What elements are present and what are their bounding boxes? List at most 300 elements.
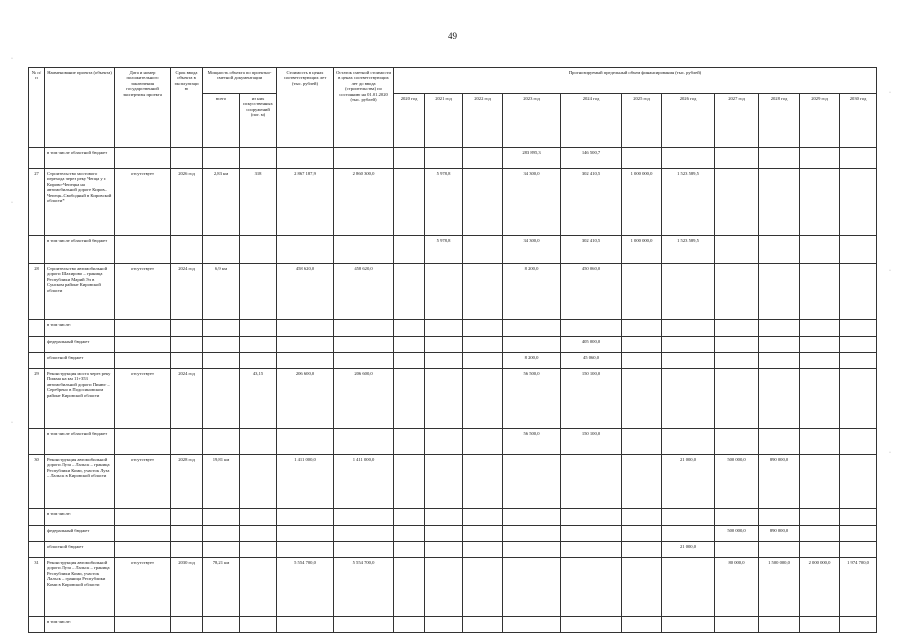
remaining-value: 206 600,0 [334, 369, 394, 429]
financing-table [28, 67, 877, 633]
year-2027-value [715, 353, 759, 369]
year-2027-value [715, 542, 759, 558]
capacity-structures: 318 [240, 169, 277, 236]
commission-term: 2026 год [171, 169, 203, 236]
year-2022-value [463, 148, 503, 169]
year-2023-value [503, 455, 561, 509]
year-2028-value [759, 169, 800, 236]
year-2025-value: 1 000 000,0 [622, 169, 662, 236]
header-forecast: Прогнозируемый предельный объем финансирования (тыс. рублей) [394, 68, 877, 94]
year-2030-value [840, 509, 877, 526]
remaining-value: 458 620,0 [334, 264, 394, 320]
table-row [29, 148, 877, 169]
cost-value [277, 148, 334, 169]
project-name: областной бюджет [45, 542, 115, 558]
year-2029-value [800, 320, 840, 337]
year-2020-value [394, 558, 425, 617]
table-row [29, 264, 877, 320]
commission-term [171, 617, 203, 633]
project-name: в том числе: [45, 509, 115, 526]
year-2022-value [463, 169, 503, 236]
page-number: 49 [448, 31, 457, 41]
header-year: 2027 год [715, 94, 759, 148]
expertise-date [115, 617, 171, 633]
expertise-date: отсутствует [115, 264, 171, 320]
cost-value: 206 600,0 [277, 369, 334, 429]
cost-value [277, 337, 334, 353]
header-year: 2020 год [394, 94, 425, 148]
capacity-structures [240, 353, 277, 369]
commission-term: 2030 год [171, 558, 203, 617]
year-2027-value [715, 264, 759, 320]
capacity-structures [240, 509, 277, 526]
year-2030-value [840, 169, 877, 236]
remaining-value [334, 148, 394, 169]
year-2023-value [503, 337, 561, 353]
year-2028-value [759, 542, 800, 558]
year-2025-value [622, 429, 662, 455]
year-2030-value [840, 369, 877, 429]
year-2022-value [463, 236, 503, 264]
year-2029-value [800, 236, 840, 264]
header-cap-art: из них искусственных сооружений (пог. м) [240, 94, 277, 148]
capacity-total [203, 617, 240, 633]
year-2027-value [715, 509, 759, 526]
project-name: федеральный бюджет [45, 337, 115, 353]
year-2022-value [463, 320, 503, 337]
year-2030-value [840, 264, 877, 320]
year-2021-value [425, 558, 463, 617]
table-row [29, 542, 877, 558]
year-2026-value [662, 337, 715, 353]
year-2030-value [840, 236, 877, 264]
year-2027-value [715, 169, 759, 236]
margin-mark: · [11, 200, 13, 206]
cost-value [277, 542, 334, 558]
project-name: Реконструкция автомобильной дороги Луза – Лальск – граница Республики Коми, участок Лальск – граница Республики Коми в Кировской области [45, 558, 115, 617]
year-2020-value [394, 429, 425, 455]
year-2028-value [759, 320, 800, 337]
header-num: № п/п [29, 68, 45, 148]
row-number [29, 542, 45, 558]
year-2023-value: 34 300,0 [503, 236, 561, 264]
margin-mark: · [11, 56, 13, 62]
year-2021-value [425, 148, 463, 169]
year-2022-value [463, 353, 503, 369]
year-2030-value: 1 974 700,0 [840, 558, 877, 617]
year-2026-value: 1 523 589,5 [662, 236, 715, 264]
table-row [29, 617, 877, 633]
year-2021-value [425, 337, 463, 353]
year-2021-value [425, 429, 463, 455]
year-2026-value: 21 000,0 [662, 542, 715, 558]
header-cap-total: всего [203, 94, 240, 148]
year-2020-value [394, 526, 425, 542]
expertise-date: отсутствует [115, 169, 171, 236]
expertise-date: отсутствует [115, 558, 171, 617]
year-2025-value [622, 617, 662, 633]
year-2021-value [425, 353, 463, 369]
capacity-total: 78,21 км [203, 558, 240, 617]
year-2024-value [561, 526, 622, 542]
year-2026-value [662, 526, 715, 542]
remaining-value: 1 411 000,0 [334, 455, 394, 509]
table-row [29, 558, 877, 617]
year-2022-value [463, 369, 503, 429]
year-2023-value: 56 500,0 [503, 429, 561, 455]
year-2024-value: 405 000,0 [561, 337, 622, 353]
header-year: 2029 год [800, 94, 840, 148]
year-2020-value [394, 542, 425, 558]
expertise-date: отсутствует [115, 455, 171, 509]
table-row [29, 320, 877, 337]
year-2028-value [759, 429, 800, 455]
project-name: областной бюджет [45, 353, 115, 369]
year-2029-value [800, 264, 840, 320]
year-2022-value [463, 429, 503, 455]
year-2023-value: 283 895,3 [503, 148, 561, 169]
capacity-total [203, 148, 240, 169]
capacity-total [203, 320, 240, 337]
year-2021-value [425, 264, 463, 320]
commission-term: 2024 год [171, 264, 203, 320]
header-date: Дата и номер положительного заключения государственной экспертизы проекта [115, 68, 171, 148]
capacity-total [203, 353, 240, 369]
year-2020-value [394, 617, 425, 633]
year-2023-value: 8 200,0 [503, 353, 561, 369]
row-number: 30 [29, 455, 45, 509]
year-2027-value [715, 320, 759, 337]
project-name: Строительство автомобильной дороги Шахирово – граница Республики Марий Эл в Сунском районе Кировской области [45, 264, 115, 320]
year-2030-value [840, 353, 877, 369]
year-2021-value [425, 455, 463, 509]
cost-value: 2 867 187,9 [277, 169, 334, 236]
year-2028-value [759, 353, 800, 369]
project-name: Реконструкция автомобильной дороги Луза – Лальск – граница Республики Коми, участок Луза – Лальск в Кировской области [45, 455, 115, 509]
year-2022-value [463, 455, 503, 509]
year-2022-value [463, 558, 503, 617]
commission-term [171, 236, 203, 264]
year-2020-value [394, 148, 425, 169]
header-year: 2022 год [463, 94, 503, 148]
capacity-structures [240, 455, 277, 509]
capacity-total [203, 429, 240, 455]
row-number [29, 320, 45, 337]
year-2030-value [840, 148, 877, 169]
year-2029-value [800, 509, 840, 526]
cost-value: 5 554 700,0 [277, 558, 334, 617]
year-2023-value [503, 509, 561, 526]
year-2025-value [622, 264, 662, 320]
year-2028-value [759, 236, 800, 264]
year-2023-value [503, 526, 561, 542]
commission-term [171, 509, 203, 526]
commission-term: 2024 год [171, 369, 203, 429]
capacity-structures [240, 617, 277, 633]
capacity-structures [240, 337, 277, 353]
year-2028-value [759, 617, 800, 633]
year-2023-value [503, 617, 561, 633]
year-2022-value [463, 542, 503, 558]
year-2028-value [759, 148, 800, 169]
project-name: федеральный бюджет [45, 526, 115, 542]
year-2020-value [394, 264, 425, 320]
cost-value [277, 236, 334, 264]
year-2021-value: 5 978,8 [425, 236, 463, 264]
table-row [29, 526, 877, 542]
capacity-structures [240, 148, 277, 169]
year-2027-value [715, 369, 759, 429]
year-2027-value: 500 000,0 [715, 526, 759, 542]
commission-term [171, 526, 203, 542]
year-2027-value [715, 337, 759, 353]
expertise-date [115, 542, 171, 558]
expertise-date [115, 236, 171, 264]
commission-term [171, 542, 203, 558]
year-2030-value [840, 617, 877, 633]
year-2027-value: 80 000,0 [715, 558, 759, 617]
capacity-total [203, 236, 240, 264]
table-row [29, 509, 877, 526]
year-2022-value [463, 617, 503, 633]
cost-value: 458 620,0 [277, 264, 334, 320]
commission-term [171, 337, 203, 353]
year-2030-value [840, 526, 877, 542]
year-2026-value [662, 429, 715, 455]
row-number [29, 353, 45, 369]
year-2025-value [622, 542, 662, 558]
cost-value [277, 320, 334, 337]
year-2028-value: 890 000,0 [759, 526, 800, 542]
year-2024-value: 150 100,0 [561, 369, 622, 429]
header-year: 2023 год [503, 94, 561, 148]
year-2029-value [800, 542, 840, 558]
table-row [29, 353, 877, 369]
table-row [29, 337, 877, 353]
remaining-value [334, 509, 394, 526]
year-2026-value [662, 148, 715, 169]
year-2026-value [662, 617, 715, 633]
year-2024-value [561, 455, 622, 509]
year-2029-value [800, 455, 840, 509]
year-2024-value: 45 060,0 [561, 353, 622, 369]
project-name: в том числе областной бюджет [45, 236, 115, 264]
project-name: в том числе областной бюджет [45, 148, 115, 169]
year-2024-value: 450 060,0 [561, 264, 622, 320]
row-number [29, 236, 45, 264]
expertise-date [115, 148, 171, 169]
year-2029-value [800, 353, 840, 369]
year-2030-value [840, 429, 877, 455]
header-year: 2028 год [759, 94, 800, 148]
year-2020-value [394, 455, 425, 509]
expertise-date: отсутствует [115, 369, 171, 429]
year-2020-value [394, 353, 425, 369]
year-2020-value [394, 320, 425, 337]
header-capacity: Мощность объекта по проектно-сметной документации [203, 68, 277, 94]
year-2020-value [394, 236, 425, 264]
year-2027-value: 500 000,0 [715, 455, 759, 509]
row-number [29, 337, 45, 353]
margin-mark: · [889, 450, 891, 456]
expertise-date [115, 526, 171, 542]
project-name: в том числе: [45, 320, 115, 337]
capacity-structures [240, 558, 277, 617]
year-2020-value [394, 509, 425, 526]
year-2021-value [425, 617, 463, 633]
table-row [29, 369, 877, 429]
year-2025-value [622, 148, 662, 169]
row-number [29, 617, 45, 633]
commission-term: 2028 год [171, 455, 203, 509]
year-2028-value: 1 500 000,0 [759, 558, 800, 617]
capacity-total: 6,9 км [203, 264, 240, 320]
year-2027-value [715, 236, 759, 264]
expertise-date [115, 320, 171, 337]
capacity-structures [240, 429, 277, 455]
capacity-total [203, 526, 240, 542]
year-2025-value [622, 526, 662, 542]
remaining-value [334, 526, 394, 542]
margin-mark: · [889, 90, 891, 96]
header-year: 2024 год [561, 94, 622, 148]
year-2028-value: 890 000,0 [759, 455, 800, 509]
capacity-total [203, 509, 240, 526]
year-2024-value: 146 500,7 [561, 148, 622, 169]
year-2028-value [759, 337, 800, 353]
cost-value [277, 353, 334, 369]
cost-value: 1 411 000,0 [277, 455, 334, 509]
capacity-total [203, 337, 240, 353]
capacity-total: 2,83 км [203, 169, 240, 236]
year-2024-value: 302 410,5 [561, 169, 622, 236]
year-2023-value [503, 542, 561, 558]
year-2025-value [622, 337, 662, 353]
year-2020-value [394, 369, 425, 429]
year-2020-value [394, 169, 425, 236]
year-2028-value [759, 369, 800, 429]
year-2030-value [840, 320, 877, 337]
table-row [29, 236, 877, 264]
row-number [29, 526, 45, 542]
remaining-value [334, 542, 394, 558]
year-2029-value [800, 526, 840, 542]
remaining-value [334, 617, 394, 633]
row-number: 31 [29, 558, 45, 617]
year-2021-value [425, 369, 463, 429]
year-2026-value [662, 509, 715, 526]
year-2023-value [503, 558, 561, 617]
header-year: 2026 год [662, 94, 715, 148]
expertise-date [115, 429, 171, 455]
year-2026-value: 1 523 589,5 [662, 169, 715, 236]
capacity-total [203, 369, 240, 429]
header-year: 2025 год [622, 94, 662, 148]
year-2030-value [840, 542, 877, 558]
year-2025-value [622, 320, 662, 337]
header-name: Наименование проекта (объекта) [45, 68, 115, 148]
commission-term [171, 353, 203, 369]
remaining-value [334, 429, 394, 455]
year-2029-value [800, 148, 840, 169]
row-number: 27 [29, 169, 45, 236]
year-2025-value [622, 455, 662, 509]
year-2023-value: 8 200,0 [503, 264, 561, 320]
commission-term [171, 429, 203, 455]
header-term: Срок ввода объекта в эксплуатацию [171, 68, 203, 148]
year-2024-value [561, 509, 622, 526]
year-2025-value [622, 509, 662, 526]
row-number [29, 509, 45, 526]
remaining-value: 5 554 700,0 [334, 558, 394, 617]
margin-mark: · [889, 268, 891, 274]
year-2027-value [715, 617, 759, 633]
capacity-structures: 43,15 [240, 369, 277, 429]
year-2030-value [840, 337, 877, 353]
capacity-structures [240, 320, 277, 337]
year-2028-value [759, 264, 800, 320]
capacity-structures [240, 264, 277, 320]
year-2025-value [622, 558, 662, 617]
project-name: в том числе: [45, 617, 115, 633]
year-2029-value [800, 337, 840, 353]
project-name: в том числе областной бюджет [45, 429, 115, 455]
capacity-total: 19,81 км [203, 455, 240, 509]
year-2026-value [662, 320, 715, 337]
remaining-value [334, 353, 394, 369]
project-name: Строительство мостового перехода через реку Чепца у г. Кирово-Чепецка на автомобильной дороге Киров–Чепецк–Свободный в Кировской области* [45, 169, 115, 236]
remaining-value [334, 236, 394, 264]
year-2021-value [425, 542, 463, 558]
capacity-total [203, 542, 240, 558]
year-2024-value [561, 558, 622, 617]
year-2020-value [394, 337, 425, 353]
remaining-value [334, 320, 394, 337]
remaining-value: 2 860 300,0 [334, 169, 394, 236]
year-2025-value [622, 353, 662, 369]
table-row [29, 429, 877, 455]
year-2026-value [662, 264, 715, 320]
expertise-date [115, 353, 171, 369]
table-row [29, 169, 877, 236]
row-number [29, 429, 45, 455]
row-number: 28 [29, 264, 45, 320]
capacity-structures [240, 542, 277, 558]
year-2027-value [715, 148, 759, 169]
year-2025-value: 1 000 000,0 [622, 236, 662, 264]
expertise-date [115, 337, 171, 353]
commission-term [171, 320, 203, 337]
year-2021-value [425, 526, 463, 542]
remaining-value [334, 337, 394, 353]
year-2023-value: 56 500,0 [503, 369, 561, 429]
table-row [29, 455, 877, 509]
year-2022-value [463, 337, 503, 353]
header-year: 2021 год [425, 94, 463, 148]
year-2022-value [463, 509, 503, 526]
year-2029-value [800, 369, 840, 429]
expertise-date [115, 509, 171, 526]
year-2029-value: 2 000 000,0 [800, 558, 840, 617]
table-body [29, 68, 877, 633]
year-2026-value [662, 369, 715, 429]
commission-term [171, 148, 203, 169]
cost-value [277, 526, 334, 542]
year-2026-value [662, 558, 715, 617]
year-2029-value [800, 617, 840, 633]
header-cost: Стоимость в ценах соответствующих лет (тыс. рублей) [277, 68, 334, 148]
capacity-structures [240, 526, 277, 542]
